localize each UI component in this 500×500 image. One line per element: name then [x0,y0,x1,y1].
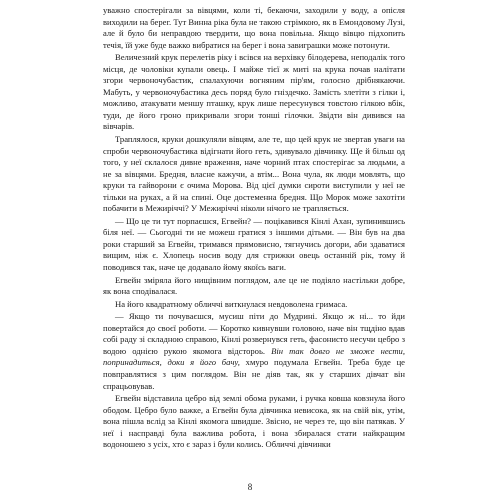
paragraph: На його квадратному обличчі виткнулася невдоволена гримаса. [115,298,348,309]
paragraph: — Що це ти тут порпаєшся, Егвейн? — поцікавився Кінлі Ахан, зупинившись біля неї. — Сьогодні ти не можеш гратися з іншими дітьми. — Він був на два роки старший за Егвейн, тримався прямовисно, тягнучись догори, аби здаватися вищим, ніж є. Хлопець носив воду для стрижки овець останній рік, тому й поводився так, наче це додавало йому якоїсь ваги. [103,215,405,273]
text-run: хмуро подумала Егвейн. Треба буде це повправлятися з цим поглядом. Він не діяв так, як у старших дівчат він спрацьовував. [103,357,405,391]
text-run: — Якщо ти почуваєшся, мусиш піти до Мудрині. Якщо ж ні... то йди повертайся до своєї роботи. — Коротко кивнувши головою, наче він тщдіно вдав собі раду зі складною справою, Кінлі розвернувся геть, фасонисто несучи цебро з водою однією рукою якомога відстороь. [103,311,405,356]
paragraph: Траплялося, круки дошкуляли вівцям, але те, що цей крук не звертав уваги на спроби червоночубастика відігнати його геть, здивувало дівчинку. Ще й більш од того, у неї склалося дивне враження, наче чорний птах спостерігає за людьми, а не за вівцями. Бредня, власне кажучи, а втім... Вона чула, як люди мовлять, що круки та гайворони є очима Морова. Від цієї думки сироти виступили у неї не тільки на руках, а й на спині. Оце достеменна бредня. Що Морок може захотіти побачити в Межиріччі? У Межиріччі ніколи нічого не трапляється. [103,134,405,214]
paragraph: уважно спостерігали за вівцями, коли ті, бекаючи, заходили у воду, а опісля виходили на берег. Тут Винна ріка була не такою стрімкою, як в Емондовому Лузі, але й було би неправдою твердити, що вона повільна. Якщо вівцю підхопить течія, їй уже буде важко вибратися на берег і вона завиграшки може потонути. [103,5,405,50]
paragraph: Величезний крук перелетів ріку і всівся на верхівку білодерева, неподалік того місця, де чоловіки купали овець. І майже тієї ж миті на крука почав налітати згори червоночубастик, спалахуючи вогняним пір'ям, голосно дрібнякаючи. Мабуть, у червоночубастика десь поряд було гніздечко. Замість злетіти з гілки і, можливо, атакувати меншу пташку, крук лише пересунувся товстою гілкою вбік, туди, де його гроно прикривали згори тонші гілочки. Звідти він дивився на вівчарів. [103,52,405,132]
paragraph: Егвейн зміряла його нищівним поглядом, але це не подіяло настільки добре, як вона сподівалася. [103,274,405,297]
page-number: 8 [247,482,253,492]
paragraph-with-italic [103,311,405,392]
body-text [103,5,405,451]
italic-thought: Він так довго не зможе нести, попринадиться, доки я його бачу, [103,345,406,368]
paragraph: Егвейн відставила цебро від землі обома руками, і ручка ковша ковзнула його ободом. Цебро було важке, а Егвейн була дівчинка невисока, як на свій вік, утім, вона пішла вслід за Кінлі якомога швидше. Звісно, не через те, що він патякав. У неї і насправді була важлива робота, і вона збиралася стати найкращим водоношею з усіх, хто є зараз і були колись. Обличчі дівчинки [103,393,405,450]
